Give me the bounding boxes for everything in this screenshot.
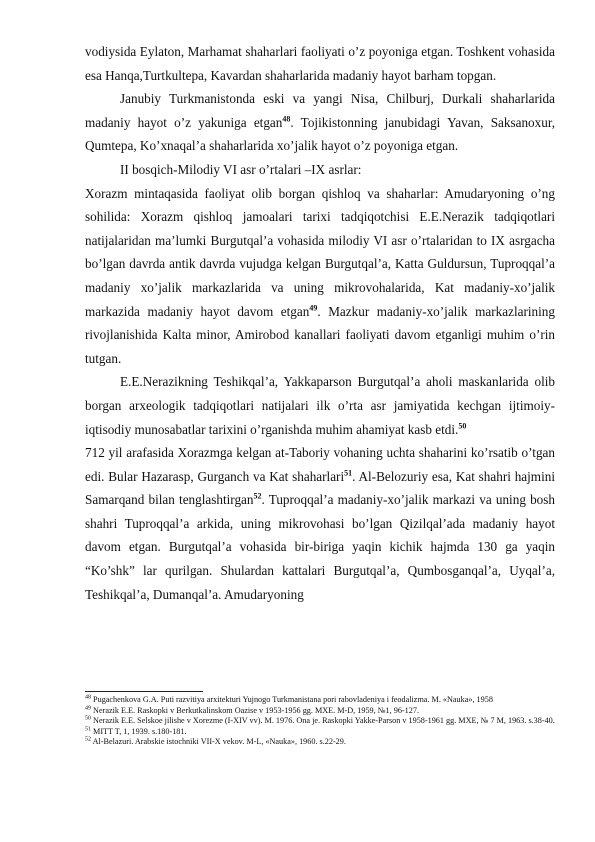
section-heading bbox=[85, 158, 555, 182]
paragraph bbox=[85, 87, 555, 158]
footnote-ref[interactable]: 48 bbox=[282, 114, 291, 124]
paragraph-text: 712 yil arafasida Xorazmga kelgan at-Taboriy vohaning uchta shaharini ko’rsatib o’tgan edi. Bular Hazarasp, Gurganch va Kat shaharlari bbox=[85, 445, 555, 484]
paragraph bbox=[85, 40, 555, 87]
paragraph bbox=[85, 370, 555, 441]
paragraph-text: Xorazm mintaqasida faoliyat olib borgan qishloq va shaharlar: Amudaryoning o’ng sohilida: Xorazm qishloq jamoalari tarixi tadqiqotchisi E.E.Nerazik tadqiqotlari natijalaridan ma’lumki Burgutqal’a vohasida milodiy VI asr o’rtalaridan to IX asrgacha bo’lgan davrda antik davrda vujudga kelgan Burgutqal’a, Katta Guldursun, Tuproqqal’a madaniy xo’jalik markazlarida va uning mikrovohalarida, Kat madaniy-xo’jalik markazida madaniy hayot davom etgan bbox=[85, 185, 555, 319]
footnote-text: MITT T, 1, 1939. s.180-181. bbox=[93, 726, 187, 736]
paragraph-text: II bosqich-Milodiy VI asr o’rtalari –IX asrlar: bbox=[120, 161, 362, 177]
footnote-number: 52 bbox=[85, 736, 91, 743]
paragraph-text: . Tojikistonning janubidagi Yavan, Saksanoxur, Qumtepa, Ko’xnaqal’a shaharlarida xo’jalik hayot o’z poyoniga etgan. bbox=[85, 114, 555, 154]
paragraph-text: E.E.Nerazikning Teshikqal’a, Yakkaparson Burgutqal’a aholi maskanlarida olib borgan arxeologik tadqiqotlari natijalari ilk o’rta asr jamiyatida kechgan ijtimoiy-iqtisodiy munosabatlar tarixini o’rganishda muhim ahamiyat kasb etdi. bbox=[85, 374, 555, 437]
footnote-ref[interactable]: 52 bbox=[253, 491, 262, 501]
footnote bbox=[85, 706, 555, 717]
footnote bbox=[85, 695, 555, 706]
paragraph-text: . Al-Belozuriy esa, Kat shahri hajmini Samarqand bilan tenglashtirgan bbox=[85, 468, 555, 508]
footnote-ref[interactable]: 49 bbox=[309, 303, 318, 313]
paragraph-text: vodiysida Eylaton, Marhamat shaharlari faoliyati o’z poyoniga etgan. Toshkent vohasida esa Hanqa,Turtkultepa, Kavardan shaharlarida madaniy hayot barham topgan. bbox=[85, 44, 555, 83]
footnote bbox=[85, 727, 555, 738]
footnote-text: Nerazik E.E. Selskoe jilishe v Xorezme (I-XIV vv). M. 1976. Ona je. Raskopki Yakke-Parson v 1958-1961 gg. MXE, № 7 M, 1963. s.38-40. bbox=[93, 716, 555, 726]
footnote-number: 49 bbox=[85, 704, 91, 711]
footnote bbox=[85, 716, 555, 727]
footnote-ref[interactable]: 51 bbox=[344, 468, 353, 478]
footnote-text: Pugachenkova G.A. Puti razvitiya arxitekturi Yujnogo Turkmanistana pori rabovladeniya i feodalizma. M. «Nauka», 1958 bbox=[93, 695, 493, 704]
footnote-number: 48 bbox=[85, 694, 91, 701]
footnote-text: Al-Belazuri. Arabskie istochniki VII-X vekov. M-L, «Nauka», 1960. s.22-29. bbox=[92, 737, 346, 747]
footnotes bbox=[85, 695, 555, 748]
body-text bbox=[85, 40, 555, 606]
paragraph-text: . Tuproqqal’a madaniy-xo’jalik markazi va uning bosh shahri Tuproqqal’a arkida, uning mikrovohasi bo’lgan Qizilqal’ada madaniy hayot davom etgan. Burgutqal’a vohasida bir-biriga yaqin kichik hajmda 130 ga yaqin “Ko’shk” lar qurilgan. Shulardan kattalari Burgutqal’a, Qumbosganqal’a, Uyqal’a, Teshikqal’a, Dumanqal’a. Amudaryoning bbox=[85, 492, 555, 602]
footnote-number: 50 bbox=[85, 715, 91, 722]
footnote-number: 51 bbox=[85, 726, 91, 733]
paragraph bbox=[85, 182, 555, 371]
footnote bbox=[85, 737, 555, 748]
paragraph-text: Janubiy Turkmanistonda eski va yangi Nisa, Chilburj, Durkali shaharlarida madaniy hayot o’z yakuniga etgan bbox=[85, 91, 555, 130]
paragraph bbox=[85, 441, 555, 606]
footnote-ref[interactable]: 50 bbox=[458, 421, 467, 431]
paragraph-text: . Mazkur madaniy-xo’jalik markazlarining rivojlanishida Kalta minor, Amirobod kanallari faoliyati davom etganligi muhim o’rin tutgan. bbox=[85, 303, 555, 366]
footnote-text: Nerazik E.E. Raskopki v Berkutkalinskom Oazise v 1953-1956 gg. MXE. M-D, 1959, №1, 96-127. bbox=[93, 705, 419, 715]
footnote-separator bbox=[85, 691, 203, 692]
